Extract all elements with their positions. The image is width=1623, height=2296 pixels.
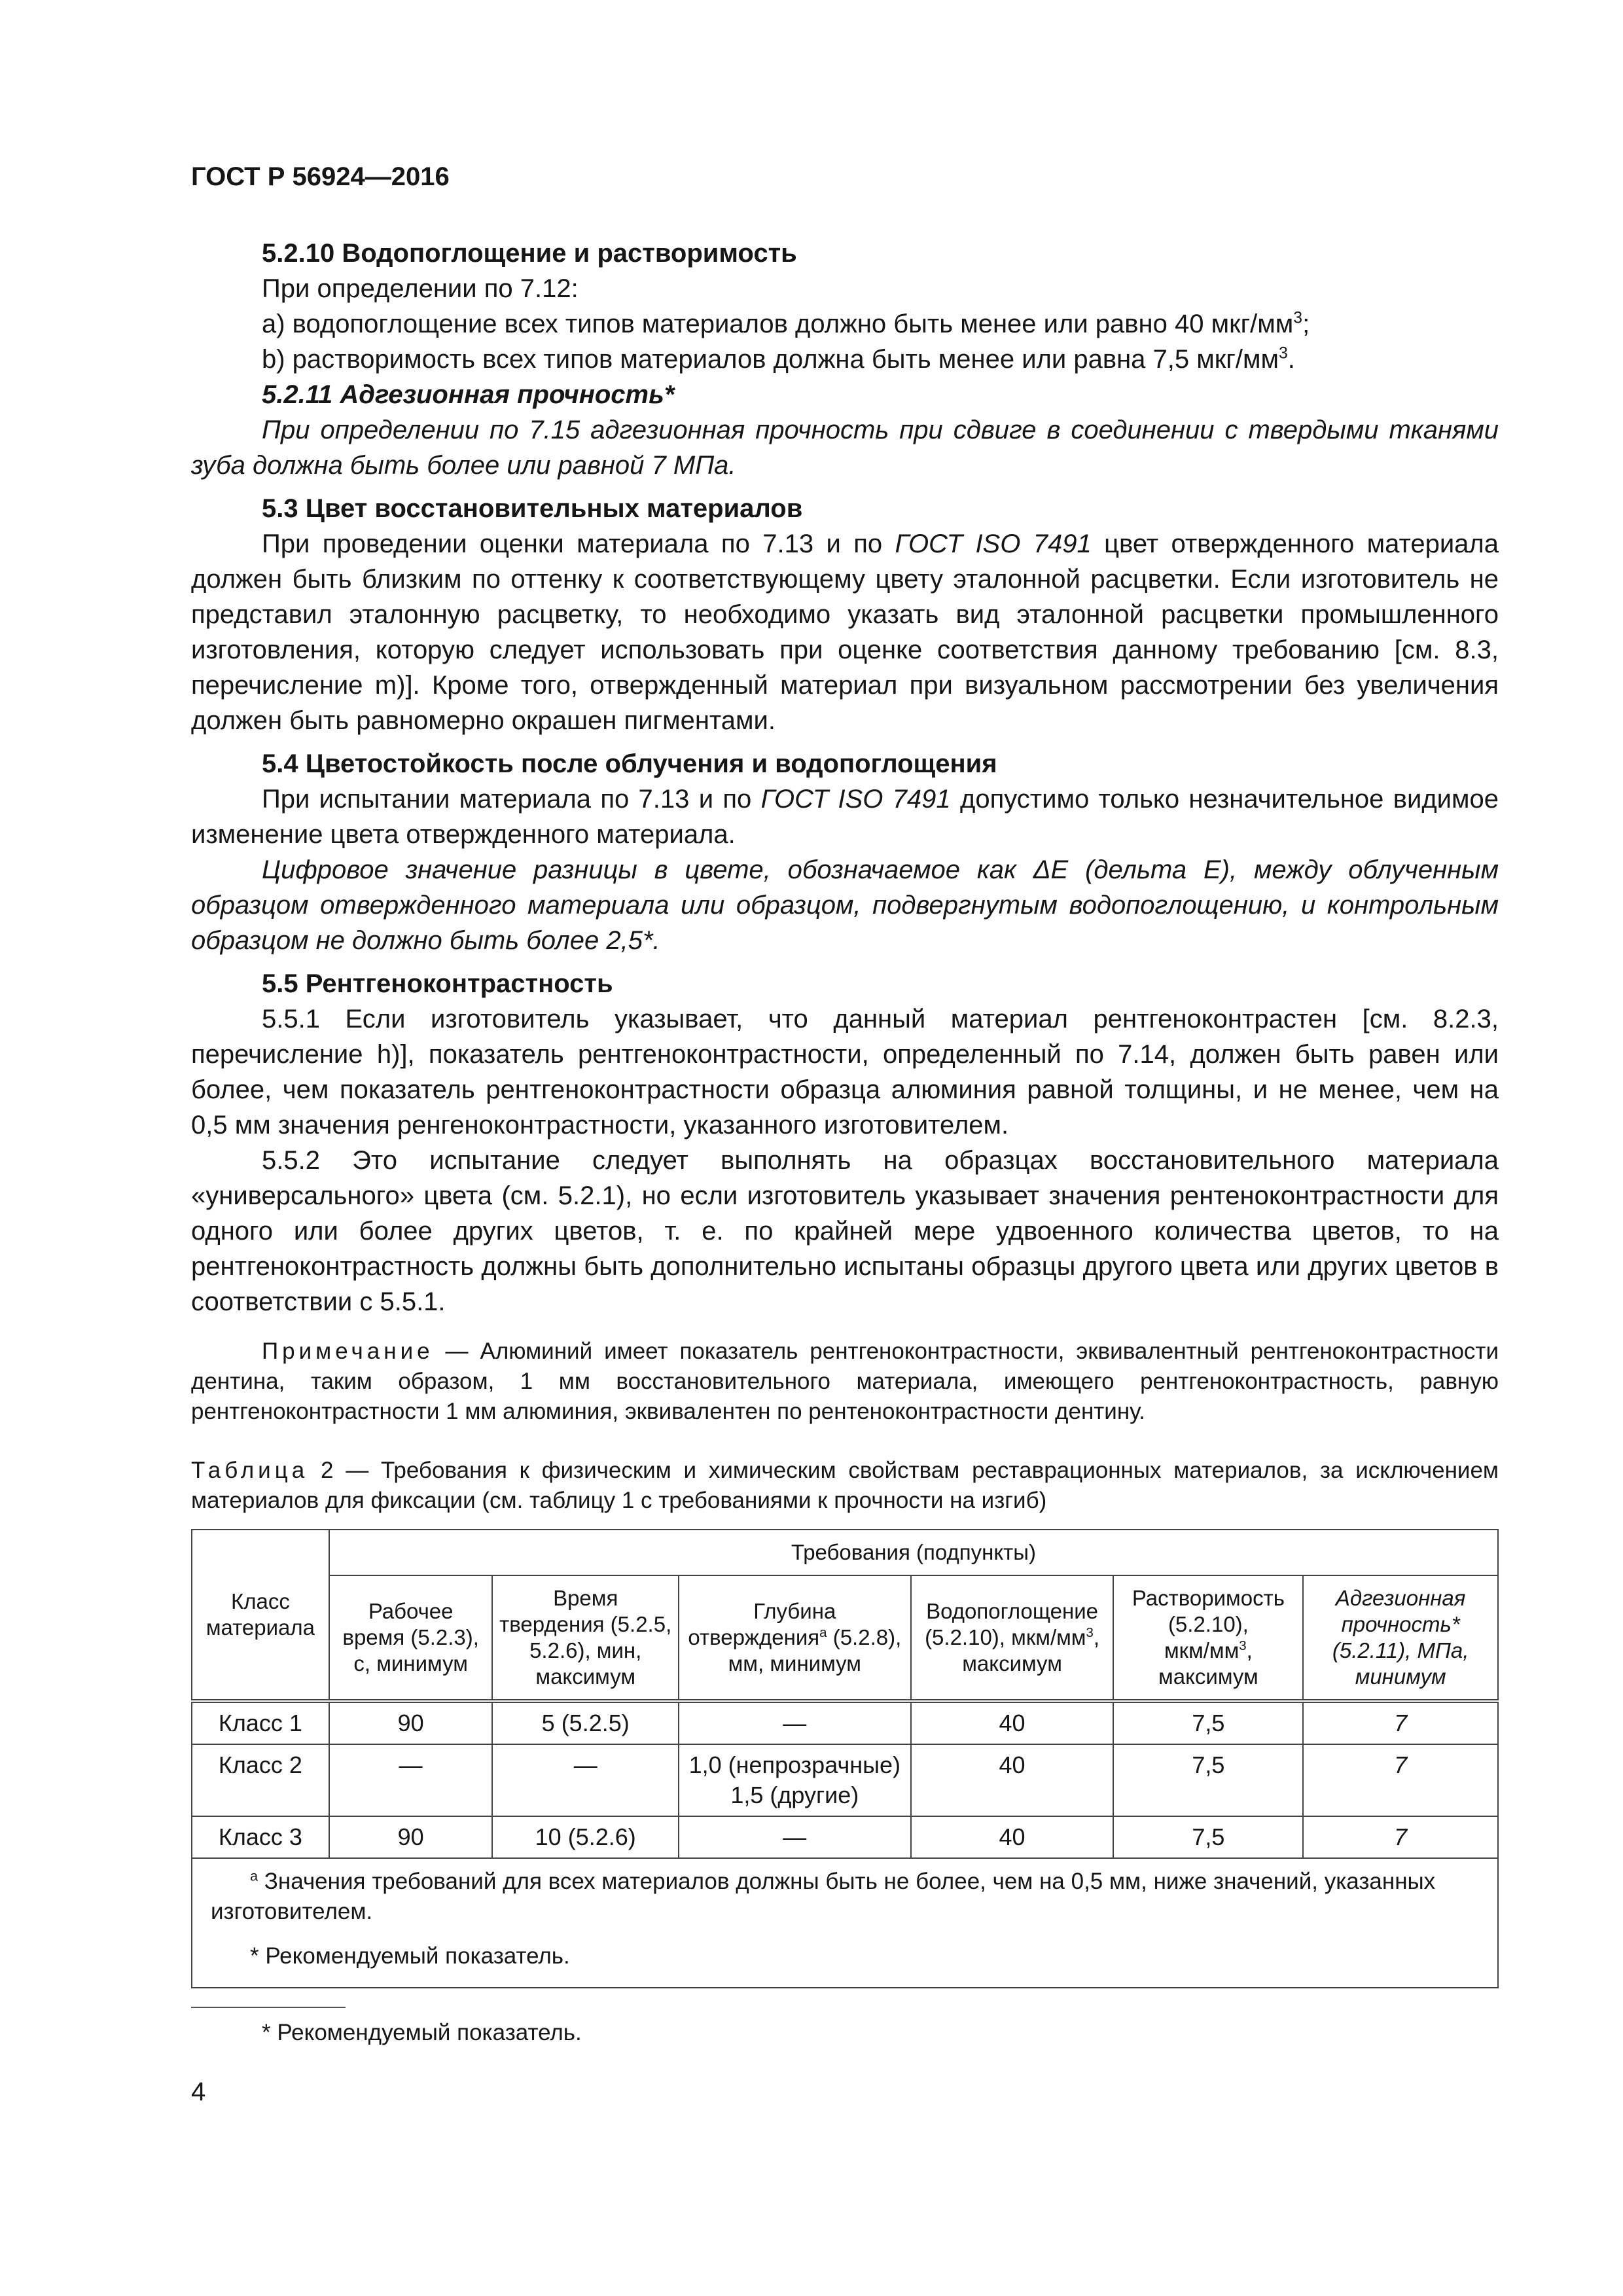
heading-5-2-11: 5.2.11 Адгезионная прочность* (262, 380, 675, 409)
para-5-3: При проведении оценки материала по 7.13 и по ГОСТ ISO 7491 цвет отвержденного материала должен быть близким по оттенку к соответствующему цвету эталонной расцветки. Если изготовитель не представил эталонную расцветку, то необходимо указать вид эталонной расцветки промышленного изготовления, которую следует использовать при оценке соответствия данному требованию [см. 8.3, перечисление m)]. Кроме того, отвержденный материал при визуальном рассмотрении без увеличения должен быть равномерно окрашен пигментами. (191, 529, 1499, 735)
footnote-separator (191, 2007, 346, 2008)
col-header-class: Класс материала (192, 1530, 329, 1701)
cell-adhesion: 7 (1303, 1816, 1498, 1858)
col-header-cure-time: Время твердения (5.2.5, 5.2.6), мин, максимум (492, 1575, 679, 1701)
cell-cure: 5 (5.2.5) (492, 1701, 679, 1744)
para-5-4-delta-e: Цифровое значение разницы в цвете, обозначаемое как ΔE (дельта E), между облученным образцом отвержденного материала или образцом, подвергнутым водопоглощению, и контрольным образцом не должно быть более 2,5*. (191, 855, 1499, 955)
cell-water: 40 (911, 1701, 1114, 1744)
cell-adhesion: 7 (1303, 1744, 1498, 1816)
item-5-2-10-b: b) растворимость всех типов материалов должна быть менее или равна 7,5 мкг/$мм^3$. (262, 344, 1295, 374)
document-body (191, 226, 1499, 1988)
heading-5-4: 5.4 Цветостойкость после облучения и водопоглощения (262, 749, 997, 778)
table-footnotes (192, 1858, 1498, 1988)
cell-solubility: 7,5 (1113, 1816, 1303, 1858)
note-paragraph: Примечание — Алюминий имеет показатель рентгеноконтрастности, эквивалентный рентгеноконтрастности дентина, таким образом, 1 мм восстановительного материала, имеющего рентгеноконтрастность, равную рентгеноконтрастности 1 мм алюминия, эквивалентен по рентеноконтрастности дентину. (191, 1338, 1499, 1424)
table-row (192, 1701, 1498, 1744)
cell-depth: 1,0 (непрозрачные) 1,5 (другие) (679, 1744, 911, 1816)
para-5-4: При испытании материала по 7.13 и по ГОСТ ISO 7491 допустимо только незначительное видимое изменение цвета отвержденного материала. (191, 785, 1499, 849)
requirements-table (191, 1529, 1499, 1988)
cell-work: 90 (329, 1816, 493, 1858)
cell-cure: — (492, 1744, 679, 1816)
col-header-adhesion: Адгезионная прочность* (5.2.11), МПа, минимум (1303, 1575, 1498, 1701)
cell-solubility: 7,5 (1113, 1701, 1303, 1744)
table-footnote-row (192, 1858, 1498, 1988)
col-header-work-time: Рабочее время (5.2.3), с, минимум (329, 1575, 493, 1701)
col-header-water-sorption: Водопоглощение (5.2.10), мкм/$мм^3$, максимум (911, 1575, 1114, 1701)
ref-gost-iso-7491: ГОСТ ISO 7491 (760, 785, 951, 814)
para-5-5-2: 5.5.2 Это испытание следует выполнять на образцах восстановительного материала «универсального» цвета (см. 5.2.1), но если изготовитель указывает значения рентеноконтрастности для одного или более других цветов, т. е. по крайней мере удвоенного количества цветов, то на рентгеноконтрастность должны быть дополнительно испытаны образцы другого цвета или других цветов в соответствии с 5.5.1. (191, 1146, 1499, 1316)
para-5-2-11: При определении по 7.15 адгезионная прочность при сдвиге в соединении с твердыми тканями зуба должна быть более или равной 7 МПа. (191, 416, 1499, 480)
cell-water: 40 (911, 1816, 1114, 1858)
table-row (192, 1744, 1498, 1816)
heading-5-5: 5.5 Рентгеноконтрастность (262, 969, 613, 998)
cell-class: Класс 2 (192, 1744, 329, 1816)
table-footnote-a: $^a$ Значения требований для всех материалов должны быть не более, чем на 0,5 мм, ниже значений, указанных изготовителем. (211, 1867, 1436, 1924)
table-caption: Таблица 2 — Требования к физическим и химическим свойствам реставрационных материалов, за исключением материалов для фиксации (см. таблицу 1 с требованиями к прочности на изгиб) (191, 1458, 1499, 1513)
heading-5-2-10: 5.2.10 Водопоглощение и растворимость (262, 239, 797, 268)
cell-water: 40 (911, 1744, 1114, 1816)
para-5-2-10-intro: При определении по 7.12: (262, 274, 579, 303)
col-header-cure-depth: Глубина отверждения$^a$ (5.2.8), мм, минимум (679, 1575, 911, 1701)
cell-cure: 10 (5.2.6) (492, 1816, 679, 1858)
cell-work: — (329, 1744, 493, 1816)
para-5-5-1: 5.5.1 Если изготовитель указывает, что данный материал рентгеноконтрастен [см. 8.2.3, перечисление h)], показатель рентгеноконтрастности, определенный по 7.14, должен быть равен или более, чем показатель рентгеноконтрастности образца алюминия равной толщины, и не менее, чем на 0,5 мм значения ренгеноконтрастности, указанного изготовителем. (191, 1005, 1499, 1139)
item-5-2-10-a: a) водопоглощение всех типов материалов должно быть менее или равно 40 мкг/$мм^3$; (262, 309, 1310, 338)
cell-solubility: 7,5 (1113, 1744, 1303, 1816)
cell-class: Класс 3 (192, 1816, 329, 1858)
table-label: Таблица (191, 1458, 309, 1483)
table-row (192, 1816, 1498, 1858)
cell-adhesion: 7 (1303, 1701, 1498, 1744)
cell-depth: — (679, 1816, 911, 1858)
note-label: Примечание (262, 1338, 434, 1364)
heading-5-3: 5.3 Цвет восстановительных материалов (262, 494, 803, 523)
table-footnote-star: * Рекомендуемый показатель. (250, 1943, 570, 1969)
cell-class: Класс 1 (192, 1701, 329, 1744)
document-header: ГОСТ Р 56924—2016 (191, 162, 450, 191)
cell-work: 90 (329, 1701, 493, 1744)
cell-depth: — (679, 1701, 911, 1744)
page-number: 4 (191, 2077, 206, 2106)
page-footnote: * Рекомендуемый показатель. (262, 2020, 582, 2045)
col-header-solubility: Растворимость (5.2.10), мкм/$мм^3$, максимум (1113, 1575, 1303, 1701)
ref-gost-iso-7491: ГОСТ ISO 7491 (895, 529, 1092, 558)
col-header-group: Требования (подпункты) (329, 1530, 1498, 1575)
